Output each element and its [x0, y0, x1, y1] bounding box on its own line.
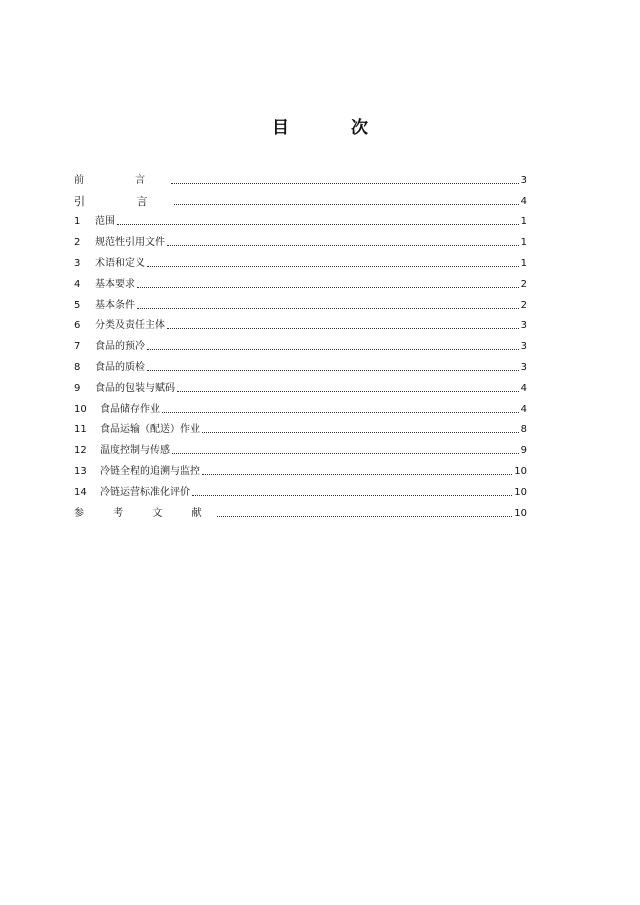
toc-entry-number: 8	[74, 361, 81, 373]
toc-dot-leader	[192, 494, 512, 496]
toc-dot-leader	[167, 327, 519, 329]
toc-dot-leader	[172, 452, 519, 454]
toc-entry-number: 2	[74, 237, 81, 249]
toc-dot-leader	[137, 286, 519, 288]
toc-entry-number: 13	[74, 465, 87, 477]
toc-entry-label: 术语和定义	[95, 257, 145, 269]
toc-entry-number: 1	[74, 216, 81, 228]
toc-entry-1[interactable]	[74, 208, 527, 229]
toc-dot-leader	[147, 348, 519, 350]
toc-entry-introduction[interactable]	[74, 187, 527, 208]
toc-entry-label: 引 言	[74, 194, 172, 208]
toc-entry-label: 冷链运营标准化评价	[100, 486, 190, 498]
toc-entry-page: 4	[520, 195, 527, 207]
toc-entry-label: 食品储存作业	[100, 403, 160, 415]
toc-entry-5[interactable]	[74, 291, 527, 312]
toc-entry-8[interactable]	[74, 353, 527, 374]
toc-entry-page: 8	[520, 424, 527, 436]
toc-entry-page: 2	[520, 278, 527, 290]
toc-entry-page: 9	[520, 445, 527, 457]
toc-entry-page: 1	[520, 257, 527, 269]
toc-entry-10[interactable]	[74, 395, 527, 416]
toc-entry-page: 1	[520, 216, 527, 228]
toc-dot-leader	[117, 223, 519, 225]
toc-dot-leader	[147, 265, 519, 267]
toc-dot-leader	[171, 182, 518, 184]
toc-entry-label: 温度控制与传感	[100, 445, 170, 457]
toc-dot-leader	[137, 307, 519, 309]
toc-entry-label: 食品的预冷	[95, 341, 145, 353]
toc-entry-4[interactable]	[74, 270, 527, 291]
toc-entry-7[interactable]	[74, 332, 527, 353]
toc-entry-number: 9	[74, 382, 81, 394]
toc-entry-label: 食品运输（配送）作业	[100, 424, 200, 436]
toc-entry-label: 参 考 文 献	[74, 507, 215, 519]
toc-entry-14[interactable]	[74, 478, 527, 499]
toc-entry-number: 5	[74, 299, 81, 311]
toc-entry-number: 11	[74, 424, 87, 436]
toc-entry-label: 基本条件	[95, 299, 135, 311]
toc-entry-label: 基本要求	[95, 278, 135, 290]
toc-entry-number: 14	[74, 486, 87, 498]
toc-entry-11[interactable]	[74, 416, 527, 437]
toc-entry-page: 3	[520, 341, 527, 353]
toc-entry-page: 3	[520, 174, 527, 186]
toc-entry-page: 3	[520, 320, 527, 332]
toc-entry-label: 前 言	[74, 174, 170, 186]
toc-entry-references[interactable]	[74, 499, 527, 520]
toc-entry-number: 6	[74, 320, 81, 332]
toc-entry-page: 10	[514, 465, 527, 477]
toc-entry-label: 范围	[95, 216, 115, 228]
toc-entry-label: 规范性引用文件	[95, 237, 165, 249]
toc-dot-leader	[167, 244, 519, 246]
toc-entry-number: 3	[74, 257, 81, 269]
toc-entry-13[interactable]	[74, 457, 527, 478]
toc-entry-number: 12	[74, 445, 87, 457]
toc-dot-leader	[174, 203, 519, 205]
toc-dot-leader	[202, 431, 519, 433]
toc-entry-12[interactable]	[74, 436, 527, 457]
toc-entry-3[interactable]	[74, 249, 527, 270]
toc-title: 目 次	[272, 118, 396, 138]
toc-entry-foreword[interactable]	[74, 166, 527, 187]
toc-entry-page: 3	[520, 361, 527, 373]
toc-entry-page: 4	[520, 382, 527, 394]
toc-dot-leader	[217, 515, 513, 517]
toc-entry-page: 10	[514, 507, 527, 519]
toc-entry-label: 食品的质检	[95, 361, 145, 373]
toc-entry-page: 1	[520, 237, 527, 249]
toc-dot-leader	[202, 473, 512, 475]
toc-entry-9[interactable]	[74, 374, 527, 395]
toc-entry-2[interactable]	[74, 228, 527, 249]
toc-entry-page: 10	[514, 486, 527, 498]
toc-entry-label: 冷链全程的追溯与监控	[100, 465, 200, 477]
toc-entry-number: 7	[74, 341, 81, 353]
toc-dot-leader	[162, 411, 519, 413]
toc-entry-label: 食品的包装与赋码	[95, 382, 175, 394]
toc-entry-label: 分类及责任主体	[95, 320, 165, 332]
toc-entry-page: 2	[520, 299, 527, 311]
toc-entry-number: 10	[74, 403, 87, 415]
toc-entry-6[interactable]	[74, 312, 527, 333]
toc-entry-page: 4	[520, 403, 527, 415]
toc-dot-leader	[147, 369, 519, 371]
table-of-contents	[74, 166, 527, 520]
toc-entry-number: 4	[74, 278, 81, 290]
toc-dot-leader	[177, 390, 519, 392]
